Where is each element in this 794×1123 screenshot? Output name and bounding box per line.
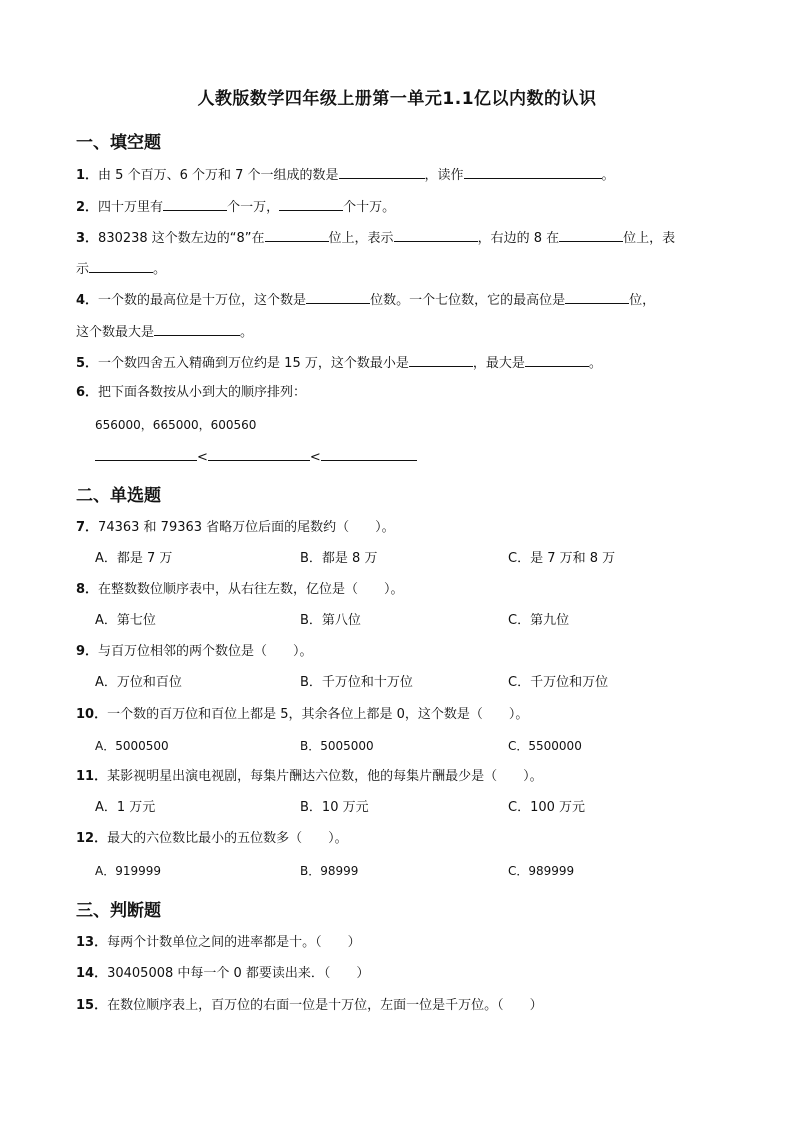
- question-number: 15．: [76, 998, 108, 1013]
- question-3-continued: [76, 259, 166, 279]
- question-text: 74363 和 79363 省略万位后面的尾数约（ ）。: [98, 520, 395, 535]
- option-a[interactable]: A．都是 7 万: [95, 551, 173, 566]
- option-b[interactable]: B．10 万元: [300, 800, 369, 815]
- question-number: 6．: [76, 385, 99, 400]
- option-c[interactable]: C．989999: [508, 864, 575, 878]
- question-number: 5．: [76, 356, 99, 371]
- question-text: 830238 这个数左边的“8”在: [98, 231, 265, 246]
- section-true-false: 三、判断题: [76, 901, 161, 921]
- answer-blank[interactable]: [464, 165, 602, 179]
- question-text: 。: [240, 325, 254, 340]
- question-text: 位，: [629, 293, 656, 308]
- question-text: 位数。一个七位数，它的最高位是: [370, 293, 566, 308]
- question-6: [76, 384, 306, 402]
- question-text: 每两个计数单位之间的进率都是十。（ ）: [107, 935, 361, 950]
- option-a[interactable]: A．1 万元: [95, 800, 156, 815]
- question-text: 一个数的最高位是十万位，这个数是: [98, 293, 307, 308]
- answer-blank[interactable]: [321, 447, 417, 461]
- question-text: 位上，表: [623, 231, 676, 246]
- question-text: ，最大是: [472, 356, 525, 371]
- question-number: 3．: [76, 231, 99, 246]
- less-than-sign: <: [309, 450, 321, 465]
- question-number: 4．: [76, 293, 99, 308]
- option-b[interactable]: B．5005000: [300, 739, 374, 753]
- answer-blank[interactable]: [525, 353, 589, 367]
- question-text: 个十万。: [343, 200, 396, 215]
- option-c[interactable]: C．是 7 万和 8 万: [508, 551, 616, 566]
- option-b[interactable]: B．98999: [300, 864, 359, 878]
- question-text: 四十万里有: [98, 200, 164, 215]
- option-c[interactable]: C．第九位: [508, 613, 570, 628]
- option-b[interactable]: B．千万位和十万位: [300, 675, 413, 690]
- option-a[interactable]: A．第七位: [95, 613, 156, 628]
- less-than-sign: <: [197, 450, 208, 465]
- question-text: ，右边的 8 在: [477, 231, 560, 246]
- question-13: [76, 934, 361, 952]
- question-text: ，读作: [424, 168, 464, 183]
- question-text: 最大的六位数比最小的五位数多（ ）。: [107, 831, 348, 846]
- question-8: [76, 581, 404, 599]
- answer-blank[interactable]: [559, 228, 623, 242]
- question-4-continued: [76, 322, 253, 342]
- question-text: 一个数四舍五入精确到万位约是 15 万，这个数最小是: [98, 356, 409, 371]
- option-a[interactable]: A．919999: [95, 864, 162, 878]
- answer-blank[interactable]: [306, 290, 370, 304]
- question-text: 把下面各数按从小到大的顺序排列：: [98, 385, 307, 400]
- question-text: 由 5 个百万、6 个万和 7 个一组成的数是: [98, 168, 339, 183]
- answer-blank[interactable]: [154, 322, 240, 336]
- question-number: 10．: [76, 707, 108, 722]
- question-9: [76, 643, 313, 661]
- question-text: 位上，表示: [328, 231, 394, 246]
- answer-blank[interactable]: [208, 447, 310, 461]
- question-number: 7．: [76, 520, 99, 535]
- question-text: 与百万位相邻的两个数位是（ ）。: [98, 644, 313, 659]
- question-12: [76, 830, 348, 848]
- option-b[interactable]: B．第八位: [300, 613, 361, 628]
- question-text: 在整数数位顺序表中，从右往左数，亿位是（ ）。: [98, 582, 404, 597]
- question-number: 8．: [76, 582, 99, 597]
- question-text: 。: [153, 262, 167, 277]
- option-b[interactable]: B．都是 8 万: [300, 551, 378, 566]
- question-text: 30405008 中每一个 0 都要读出来．（ ）: [107, 966, 370, 981]
- question-6-ordering: [95, 447, 417, 467]
- question-number: 12．: [76, 831, 108, 846]
- question-text: 这个数最大是: [76, 325, 155, 340]
- question-number: 14．: [76, 966, 108, 981]
- option-a[interactable]: A．万位和百位: [95, 675, 182, 690]
- question-text: 个一万，: [227, 200, 280, 215]
- question-number: 2．: [76, 200, 99, 215]
- option-c[interactable]: C．千万位和万位: [508, 675, 609, 690]
- question-text: 某影视明星出演电视剧，每集片酬达六位数，他的每集片酬最少是（ ）。: [107, 769, 543, 784]
- question-3: [76, 228, 675, 248]
- option-a[interactable]: A．5000500: [95, 739, 169, 753]
- question-text: 。: [588, 356, 602, 371]
- question-5: [76, 353, 602, 373]
- question-number: 13．: [76, 935, 108, 950]
- answer-blank[interactable]: [279, 197, 343, 211]
- question-1: [76, 165, 615, 185]
- question-number: 1．: [76, 168, 99, 183]
- answer-blank[interactable]: [394, 228, 478, 242]
- section-fill-in-blank: 一、填空题: [76, 133, 161, 153]
- question-14: [76, 965, 369, 983]
- answer-blank[interactable]: [265, 228, 329, 242]
- answer-blank[interactable]: [89, 259, 153, 273]
- page-title: 人教版数学四年级上册第一单元1.1亿以内数的认识: [197, 89, 597, 109]
- question-number: 11．: [76, 769, 108, 784]
- answer-blank[interactable]: [565, 290, 629, 304]
- section-single-choice: 二、单选题: [76, 486, 161, 506]
- question-7: [76, 519, 395, 537]
- option-c[interactable]: C．100 万元: [508, 800, 586, 815]
- question-text: 示: [76, 262, 90, 277]
- question-text: 在数位顺序表上，百万位的右面一位是十万位，左面一位是千万位。（ ）: [107, 998, 543, 1013]
- question-10: [76, 706, 528, 724]
- question-4: [76, 290, 655, 310]
- question-number: 9．: [76, 644, 99, 659]
- answer-blank[interactable]: [163, 197, 227, 211]
- question-11: [76, 768, 543, 786]
- question-6-numbers: 656000，665000，600560: [95, 418, 257, 432]
- question-text: 一个数的百万位和百位上都是 5，其余各位上都是 0，这个数是（ ）。: [107, 707, 529, 722]
- answer-blank[interactable]: [409, 353, 473, 367]
- answer-blank[interactable]: [339, 165, 425, 179]
- question-2: [76, 197, 395, 217]
- question-text: 。: [601, 168, 615, 183]
- answer-blank[interactable]: [95, 447, 197, 461]
- question-15: [76, 997, 543, 1015]
- option-c[interactable]: C．5500000: [508, 739, 582, 753]
